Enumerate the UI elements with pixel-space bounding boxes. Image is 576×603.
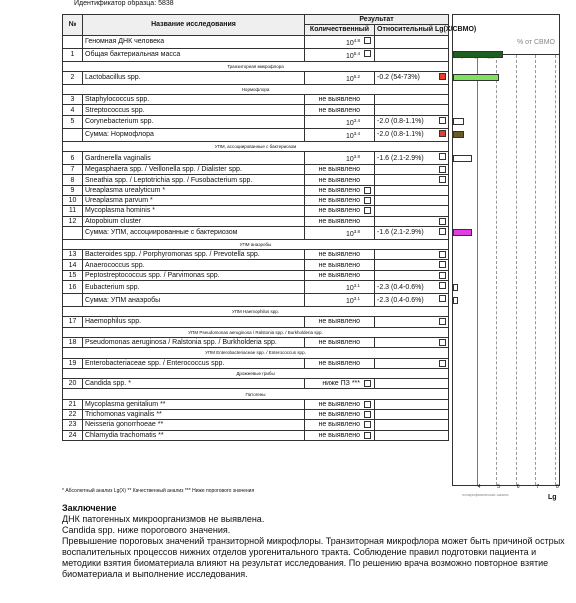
table-row: [63, 165, 449, 175]
row-number: 14: [63, 260, 83, 270]
table-row: [63, 226, 449, 239]
status-box: [439, 117, 446, 124]
row-quantity: [305, 185, 375, 195]
axis-tick-label: 5: [497, 484, 500, 490]
row-relative: [375, 270, 449, 280]
status-box: [439, 360, 446, 367]
quantity-value: 10: [345, 230, 354, 238]
row-name: Ureaplasma urealyticum *: [83, 185, 305, 195]
quantity-value: 10: [345, 298, 354, 306]
row-number: 3: [63, 95, 83, 105]
col-no: №: [63, 15, 83, 36]
table-row: [63, 152, 449, 165]
row-name: Chlamydia trachomatis **: [83, 430, 305, 440]
row-number: 23: [63, 420, 83, 430]
section-header: [63, 307, 449, 317]
chart-gridline: [516, 55, 517, 485]
table-row: [63, 270, 449, 280]
section-label: Нормофлора: [63, 84, 449, 94]
section-header: [63, 327, 449, 337]
section-header: [63, 389, 449, 399]
footnote: * Абсолютный анализ Lg(X) ** Качественный анализ *** Ниже порогового значения: [62, 488, 255, 494]
relative-value: -2.0 (0.8-1.1%): [377, 118, 424, 126]
row-relative: [375, 48, 449, 61]
result-checkbox: [364, 50, 371, 57]
table-row: [63, 216, 449, 226]
sample-id: Идентификатор образца: 5838: [74, 0, 174, 7]
row-name: Streptococcus spp.: [83, 105, 305, 115]
table-row: [63, 115, 449, 128]
row-name: Haemophilus spp.: [83, 317, 305, 327]
section-label: УПМ Haemophilus spp.: [63, 307, 449, 317]
row-quantity: [305, 270, 375, 280]
quantity-value: 10: [345, 52, 354, 60]
row-relative: [375, 71, 449, 84]
row-number: 12: [63, 216, 83, 226]
row-number: 21: [63, 399, 83, 409]
status-box: [439, 218, 446, 225]
row-relative: [375, 337, 449, 347]
result-checkbox: [364, 411, 371, 418]
conclusion-line: Candida spp. ниже порогового значения.: [62, 525, 231, 535]
row-relative: [375, 152, 449, 165]
row-number: 10: [63, 195, 83, 205]
status-box: [439, 282, 446, 289]
quantity-exponent: 5.4: [353, 50, 360, 56]
row-number: [63, 226, 83, 239]
row-relative: [375, 379, 449, 389]
quantity-value: 10: [345, 156, 354, 164]
row-number: 6: [63, 152, 83, 165]
row-name: Сумма: УПМ, ассоциированные с бактериозом: [83, 226, 305, 239]
table-row: [63, 317, 449, 327]
result-checkbox: [364, 421, 371, 428]
row-relative: [375, 128, 449, 141]
status-box: [439, 295, 446, 302]
row-name: Anaerococcus spp.: [83, 260, 305, 270]
axis-tick-label: 4: [477, 484, 481, 490]
axis-caption: логарифмическая шкала: [462, 492, 509, 497]
table-row: [63, 379, 449, 389]
row-number: [63, 128, 83, 141]
row-number: 17: [63, 317, 83, 327]
axis-tick-label: 8: [556, 484, 559, 490]
chart-bar: [453, 284, 458, 291]
table-row: [63, 206, 449, 216]
relative-value: -1.6 (2.1-2.9%): [377, 229, 424, 237]
section-label: Патогены: [63, 389, 449, 399]
quantity-exponent: 3.1: [353, 296, 360, 302]
row-relative: [375, 165, 449, 175]
row-name: Neisseria gonorrhoeae **: [83, 420, 305, 430]
section-label: Дрожжевые грибы: [63, 368, 449, 378]
row-number: 8: [63, 175, 83, 185]
row-relative: [375, 358, 449, 368]
col-quantity: Количественный: [305, 25, 375, 35]
table-row: [63, 430, 449, 440]
row-number: 1: [63, 48, 83, 61]
table-row: [63, 48, 449, 61]
row-number: 11: [63, 206, 83, 216]
conclusion-line: ДНК патогенных микроорганизмов не выявлена.: [62, 514, 265, 524]
table-row: [63, 337, 449, 347]
chart-title: % от СВМО: [516, 39, 555, 46]
section-header: [63, 239, 449, 249]
table-row: [63, 128, 449, 141]
section-header: [63, 141, 449, 151]
row-quantity: [305, 165, 375, 175]
row-relative: [375, 260, 449, 270]
row-name: Megasphaera spp. / Veillonella spp. / Dialister spp.: [83, 165, 305, 175]
row-quantity: [305, 379, 375, 389]
row-name: Mycoplasma genitalium **: [83, 399, 305, 409]
quantity-exponent: 3.8: [353, 228, 360, 234]
conclusion: [62, 503, 570, 580]
conclusion-line: Превышение пороговых значений транзиторной микрофлоры. Транзиторная микрофлора может быть причиной острых воспалительных процессов нижних отделов урогенитального тракта. Соблюдение правил подготовки пациента и методики взятия биоматериала влияют на результат исследования. По решению врача возможно повторное взятие биоматериала и выполнение исследования.: [62, 536, 565, 579]
table-row: [63, 35, 449, 48]
row-name: Eubacterium spp.: [83, 281, 305, 294]
section-label: УПМ Pseudomonas aeruginosa / Ralstonia spp. / Burkholderia spp.: [63, 327, 449, 337]
row-quantity: [305, 399, 375, 409]
col-relative: Относительный Lg(X/СВМО): [375, 25, 449, 35]
row-relative: [375, 35, 449, 48]
quantity-value: не выявлено: [318, 400, 360, 408]
row-quantity: [305, 420, 375, 430]
row-name: Gardnerella vaginalis: [83, 152, 305, 165]
relative-value: -1.6 (2.1-2.9%): [377, 154, 424, 162]
row-quantity: [305, 226, 375, 239]
quantity-value: не выявлено: [318, 411, 360, 419]
row-name: Сумма: Нормофлора: [83, 128, 305, 141]
row-number: 7: [63, 165, 83, 175]
row-name: Сумма: УПМ анаэробы: [83, 294, 305, 307]
table-row: [63, 175, 449, 185]
status-box: [439, 272, 446, 279]
status-box: [439, 228, 446, 235]
status-box: [439, 176, 446, 183]
chart-bar: [453, 155, 472, 162]
chart-header: [453, 15, 559, 55]
row-relative: [375, 410, 449, 420]
row-quantity: [305, 410, 375, 420]
table-row: [63, 420, 449, 430]
section-header: [63, 61, 449, 71]
quantity-value: не выявлено: [318, 186, 360, 194]
col-name: Название исследования: [83, 15, 305, 36]
quantity-exponent: 5.2: [353, 73, 360, 79]
quantity-value: не выявлено: [318, 359, 360, 367]
row-name: Bacteroides spp. / Porphyromonas spp. / Prevotella spp.: [83, 250, 305, 260]
row-name: Enterobacteriaceae spp. / Enterococcus spp.: [83, 358, 305, 368]
chart-bar: [453, 118, 464, 125]
quantity-exponent: 3.4: [353, 130, 360, 136]
quantity-value: 10: [345, 39, 354, 47]
quantity-value: 10: [345, 119, 354, 127]
row-quantity: [305, 358, 375, 368]
col-result: Результат: [305, 15, 449, 25]
quantity-value: не выявлено: [318, 197, 360, 205]
quantity-value: не выявлено: [318, 166, 360, 174]
row-name: Lactobacillus spp.: [83, 71, 305, 84]
row-name: Trichomonas vaginalis **: [83, 410, 305, 420]
row-name: Mycoplasma hominis *: [83, 206, 305, 216]
row-name: Corynebacterium spp.: [83, 115, 305, 128]
quantity-value: не выявлено: [318, 421, 360, 429]
results-table: [62, 14, 477, 441]
table-row: [63, 250, 449, 260]
quantity-value: не выявлено: [318, 217, 360, 225]
row-name: Pseudomonas aeruginosa / Ralstonia spp. / Burkholderia spp.: [83, 337, 305, 347]
row-quantity: [305, 260, 375, 270]
row-quantity: [305, 294, 375, 307]
row-number: 15: [63, 270, 83, 280]
row-number: 19: [63, 358, 83, 368]
chart-bar: [453, 51, 503, 58]
row-number: 5: [63, 115, 83, 128]
quantity-value: 10: [345, 132, 354, 140]
result-checkbox: [364, 37, 371, 44]
row-relative: [375, 399, 449, 409]
row-name: Общая бактериальная масса: [83, 48, 305, 61]
quantity-value: не выявлено: [318, 251, 360, 259]
row-relative: [375, 185, 449, 195]
quantity-value: не выявлено: [318, 96, 360, 104]
section-header: [63, 368, 449, 378]
row-relative: [375, 317, 449, 327]
chart-gridline: [496, 55, 497, 485]
row-quantity: [305, 206, 375, 216]
chart-bar: [453, 131, 464, 138]
table-row: [63, 71, 449, 84]
row-quantity: [305, 152, 375, 165]
chart-bar: [453, 74, 499, 81]
section-label: УПМ Enterobacteriaceae spp. / Enterococcus spp.: [63, 348, 449, 358]
section-header: [63, 84, 449, 94]
table-row: [63, 281, 449, 294]
table-row: [63, 294, 449, 307]
table-row: [63, 410, 449, 420]
chart-gridline: [535, 55, 536, 485]
row-relative: [375, 250, 449, 260]
status-box: [439, 153, 446, 160]
row-relative: [375, 226, 449, 239]
row-number: [63, 294, 83, 307]
chart-bar: [453, 297, 458, 304]
row-number: [63, 35, 83, 48]
row-number: 13: [63, 250, 83, 260]
status-box: [439, 73, 446, 80]
chart-gridline: [555, 55, 556, 485]
section-label: УПМ анаэробы: [63, 239, 449, 249]
row-number: 20: [63, 379, 83, 389]
row-relative: [375, 195, 449, 205]
row-number: 9: [63, 185, 83, 195]
quantity-exponent: 3.8: [353, 154, 360, 160]
status-box: [439, 130, 446, 137]
quantity-value: не выявлено: [318, 261, 360, 269]
row-relative: [375, 281, 449, 294]
row-quantity: [305, 35, 375, 48]
quantity-value: не выявлено: [318, 318, 360, 326]
row-quantity: [305, 95, 375, 105]
chart-bar: [453, 229, 472, 236]
row-number: 18: [63, 337, 83, 347]
row-quantity: [305, 430, 375, 440]
row-quantity: [305, 216, 375, 226]
table-row: [63, 95, 449, 105]
quantity-value: 10: [345, 75, 354, 83]
quantity-value: не выявлено: [318, 431, 360, 439]
chart-gridline: [477, 55, 478, 485]
relative-value: -2.3 (0.4-0.6%): [377, 283, 424, 291]
row-relative: [375, 115, 449, 128]
row-name: Candida spp. *: [83, 379, 305, 389]
quantity-exponent: 3.4: [353, 117, 360, 123]
result-checkbox: [364, 187, 371, 194]
row-quantity: [305, 175, 375, 185]
section-label: Транзиторная микрофлора: [63, 61, 449, 71]
row-name: Atopobium cluster: [83, 216, 305, 226]
row-quantity: [305, 281, 375, 294]
row-quantity: [305, 195, 375, 205]
quantity-exponent: 3.1: [353, 283, 360, 289]
status-box: [439, 339, 446, 346]
quantity-value: не выявлено: [318, 271, 360, 279]
row-quantity: [305, 48, 375, 61]
row-name: Staphylococcus spp.: [83, 95, 305, 105]
row-name: Sneathia spp. / Leptotrichia spp. / Fusobacterium spp.: [83, 175, 305, 185]
row-name: Геномная ДНК человека: [83, 35, 305, 48]
row-number: 4: [63, 105, 83, 115]
relative-value: -0.2 (54-73%): [377, 74, 420, 82]
row-quantity: [305, 128, 375, 141]
table-row: [63, 105, 449, 115]
quantity-value: ниже ПЗ ***: [322, 380, 360, 388]
row-quantity: [305, 115, 375, 128]
relative-value: -2.3 (0.4-0.6%): [377, 296, 424, 304]
row-relative: [375, 294, 449, 307]
row-number: 22: [63, 410, 83, 420]
table-row: [63, 195, 449, 205]
row-quantity: [305, 250, 375, 260]
result-checkbox: [364, 207, 371, 214]
row-relative: [375, 175, 449, 185]
row-relative: [375, 95, 449, 105]
status-box: [439, 261, 446, 268]
table-row: [63, 185, 449, 195]
result-checkbox: [364, 432, 371, 439]
result-checkbox: [364, 197, 371, 204]
row-relative: [375, 430, 449, 440]
table-row: [63, 260, 449, 270]
row-relative: [375, 216, 449, 226]
row-quantity: [305, 317, 375, 327]
table-row: [63, 358, 449, 368]
quantity-value: не выявлено: [318, 207, 360, 215]
status-box: [439, 166, 446, 173]
row-number: 2: [63, 71, 83, 84]
row-number: 16: [63, 281, 83, 294]
row-quantity: [305, 105, 375, 115]
row-name: Ureaplasma parvum *: [83, 195, 305, 205]
result-checkbox: [364, 380, 371, 387]
result-checkbox: [364, 401, 371, 408]
row-name: Peptostreptococcus spp. / Parvimonas spp.: [83, 270, 305, 280]
quantity-value: не выявлено: [318, 339, 360, 347]
quantity-value: 10: [345, 285, 354, 293]
status-box: [439, 318, 446, 325]
row-relative: [375, 206, 449, 216]
table-row: [63, 399, 449, 409]
quantity-value: не выявлено: [318, 176, 360, 184]
quantity-exponent: 4.8: [353, 37, 360, 43]
axis-tick-label: 6: [516, 484, 520, 490]
row-quantity: [305, 337, 375, 347]
result-chart: [452, 14, 560, 486]
row-quantity: [305, 71, 375, 84]
quantity-value: не выявлено: [318, 106, 360, 114]
relative-value: -2.0 (0.8-1.1%): [377, 131, 424, 139]
section-header: [63, 348, 449, 358]
axis-unit: Lg: [548, 494, 557, 501]
row-number: 24: [63, 430, 83, 440]
section-label: УПМ, ассоциированные с бактериозом: [63, 141, 449, 151]
axis-tick-label: 7: [536, 484, 540, 490]
row-relative: [375, 105, 449, 115]
conclusion-title: Заключение: [62, 503, 117, 513]
row-relative: [375, 420, 449, 430]
status-box: [439, 251, 446, 258]
